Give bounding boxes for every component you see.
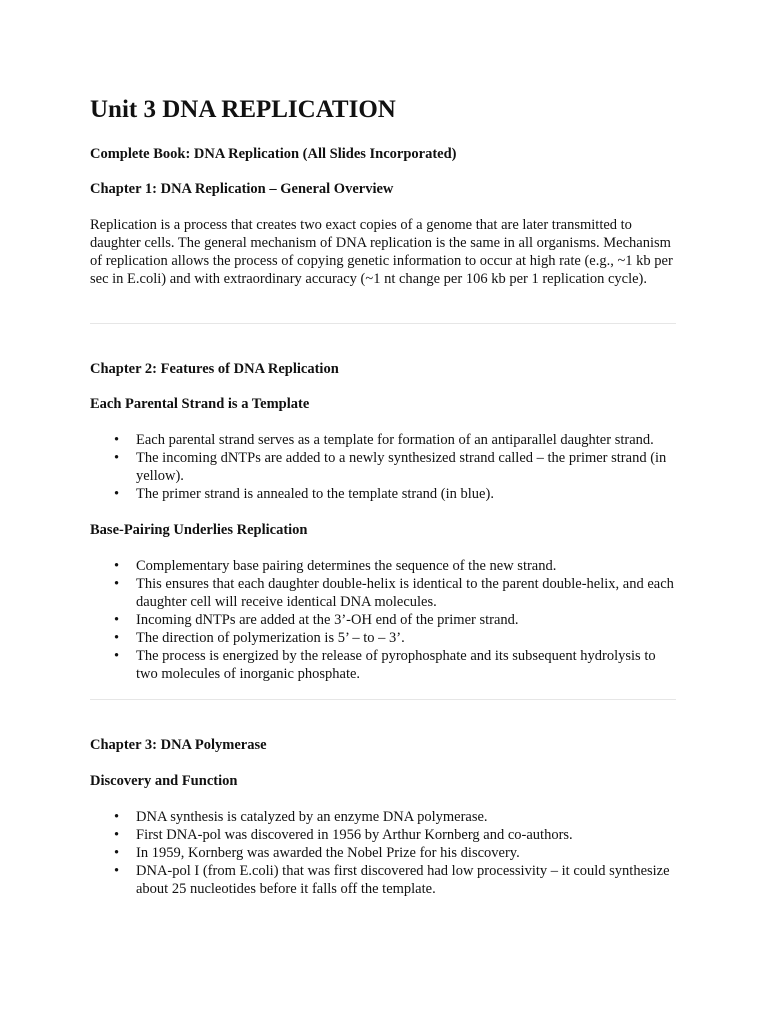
chapter-3-heading: Chapter 3: DNA Polymerase [90, 737, 267, 753]
list-item: • This ensures that each daughter double-helix is identical to the parent double-helix, and each daughter cell will receive identical DNA molecules. [136, 575, 678, 611]
list-item: • DNA synthesis is catalyzed by an enzyme DNA polymerase. [136, 808, 678, 826]
chapter-1-paragraph: Replication is a process that creates two exact copies of a genome that are later transmitted to daughter cells. The general mechanism of DNA replication is the same in all organisms. Mechanism of replication allows the process of copying genetic information to occur at high rate (e.g., ~1 kb per sec in E.coli) and with extraordinary accuracy (~1 nt change per 106 kb per 1 replication cycle). [90, 217, 673, 287]
section-divider [90, 323, 676, 324]
list-item: • First DNA-pol was discovered in 1956 by Arthur Kornberg and co-authors. [136, 826, 678, 844]
list-item: • Incoming dNTPs are added at the 3’-OH end of the primer strand. [136, 611, 678, 629]
section-divider [90, 699, 676, 700]
chapter-1-heading: Chapter 1: DNA Replication – General Overview [90, 181, 394, 197]
document-subtitle: Complete Book: DNA Replication (All Slides Incorporated) [90, 146, 457, 162]
list-item: • Each parental strand serves as a template for formation of an antiparallel daughter strand. [136, 431, 678, 449]
list-item: • The incoming dNTPs are added to a newly synthesized strand called – the primer strand (in yellow). [136, 449, 678, 485]
document-title: Unit 3 DNA REPLICATION [90, 96, 396, 123]
list-item: • The process is energized by the release of pyrophosphate and its subsequent hydrolysis to two molecules of inorganic phosphate. [136, 647, 678, 683]
list-item: • Complementary base pairing determines the sequence of the new strand. [136, 557, 678, 575]
chapter-2-heading: Chapter 2: Features of DNA Replication [90, 361, 339, 377]
base-pairing-list [90, 557, 678, 683]
discovery-function-list [90, 808, 678, 898]
base-pairing-heading: Base-Pairing Underlies Replication [90, 522, 308, 538]
template-strand-heading: Each Parental Strand is a Template [90, 396, 310, 412]
list-item: • The direction of polymerization is 5’ – to – 3’. [136, 629, 678, 647]
template-strand-list [90, 431, 678, 503]
list-item: • DNA-pol I (from E.coli) that was first discovered had low processivity – it could synthesize about 25 nucleotides before it falls off the template. [136, 862, 678, 898]
list-item: • In 1959, Kornberg was awarded the Nobel Prize for his discovery. [136, 844, 678, 862]
discovery-function-heading: Discovery and Function [90, 773, 238, 789]
list-item: • The primer strand is annealed to the template strand (in blue). [136, 485, 678, 503]
